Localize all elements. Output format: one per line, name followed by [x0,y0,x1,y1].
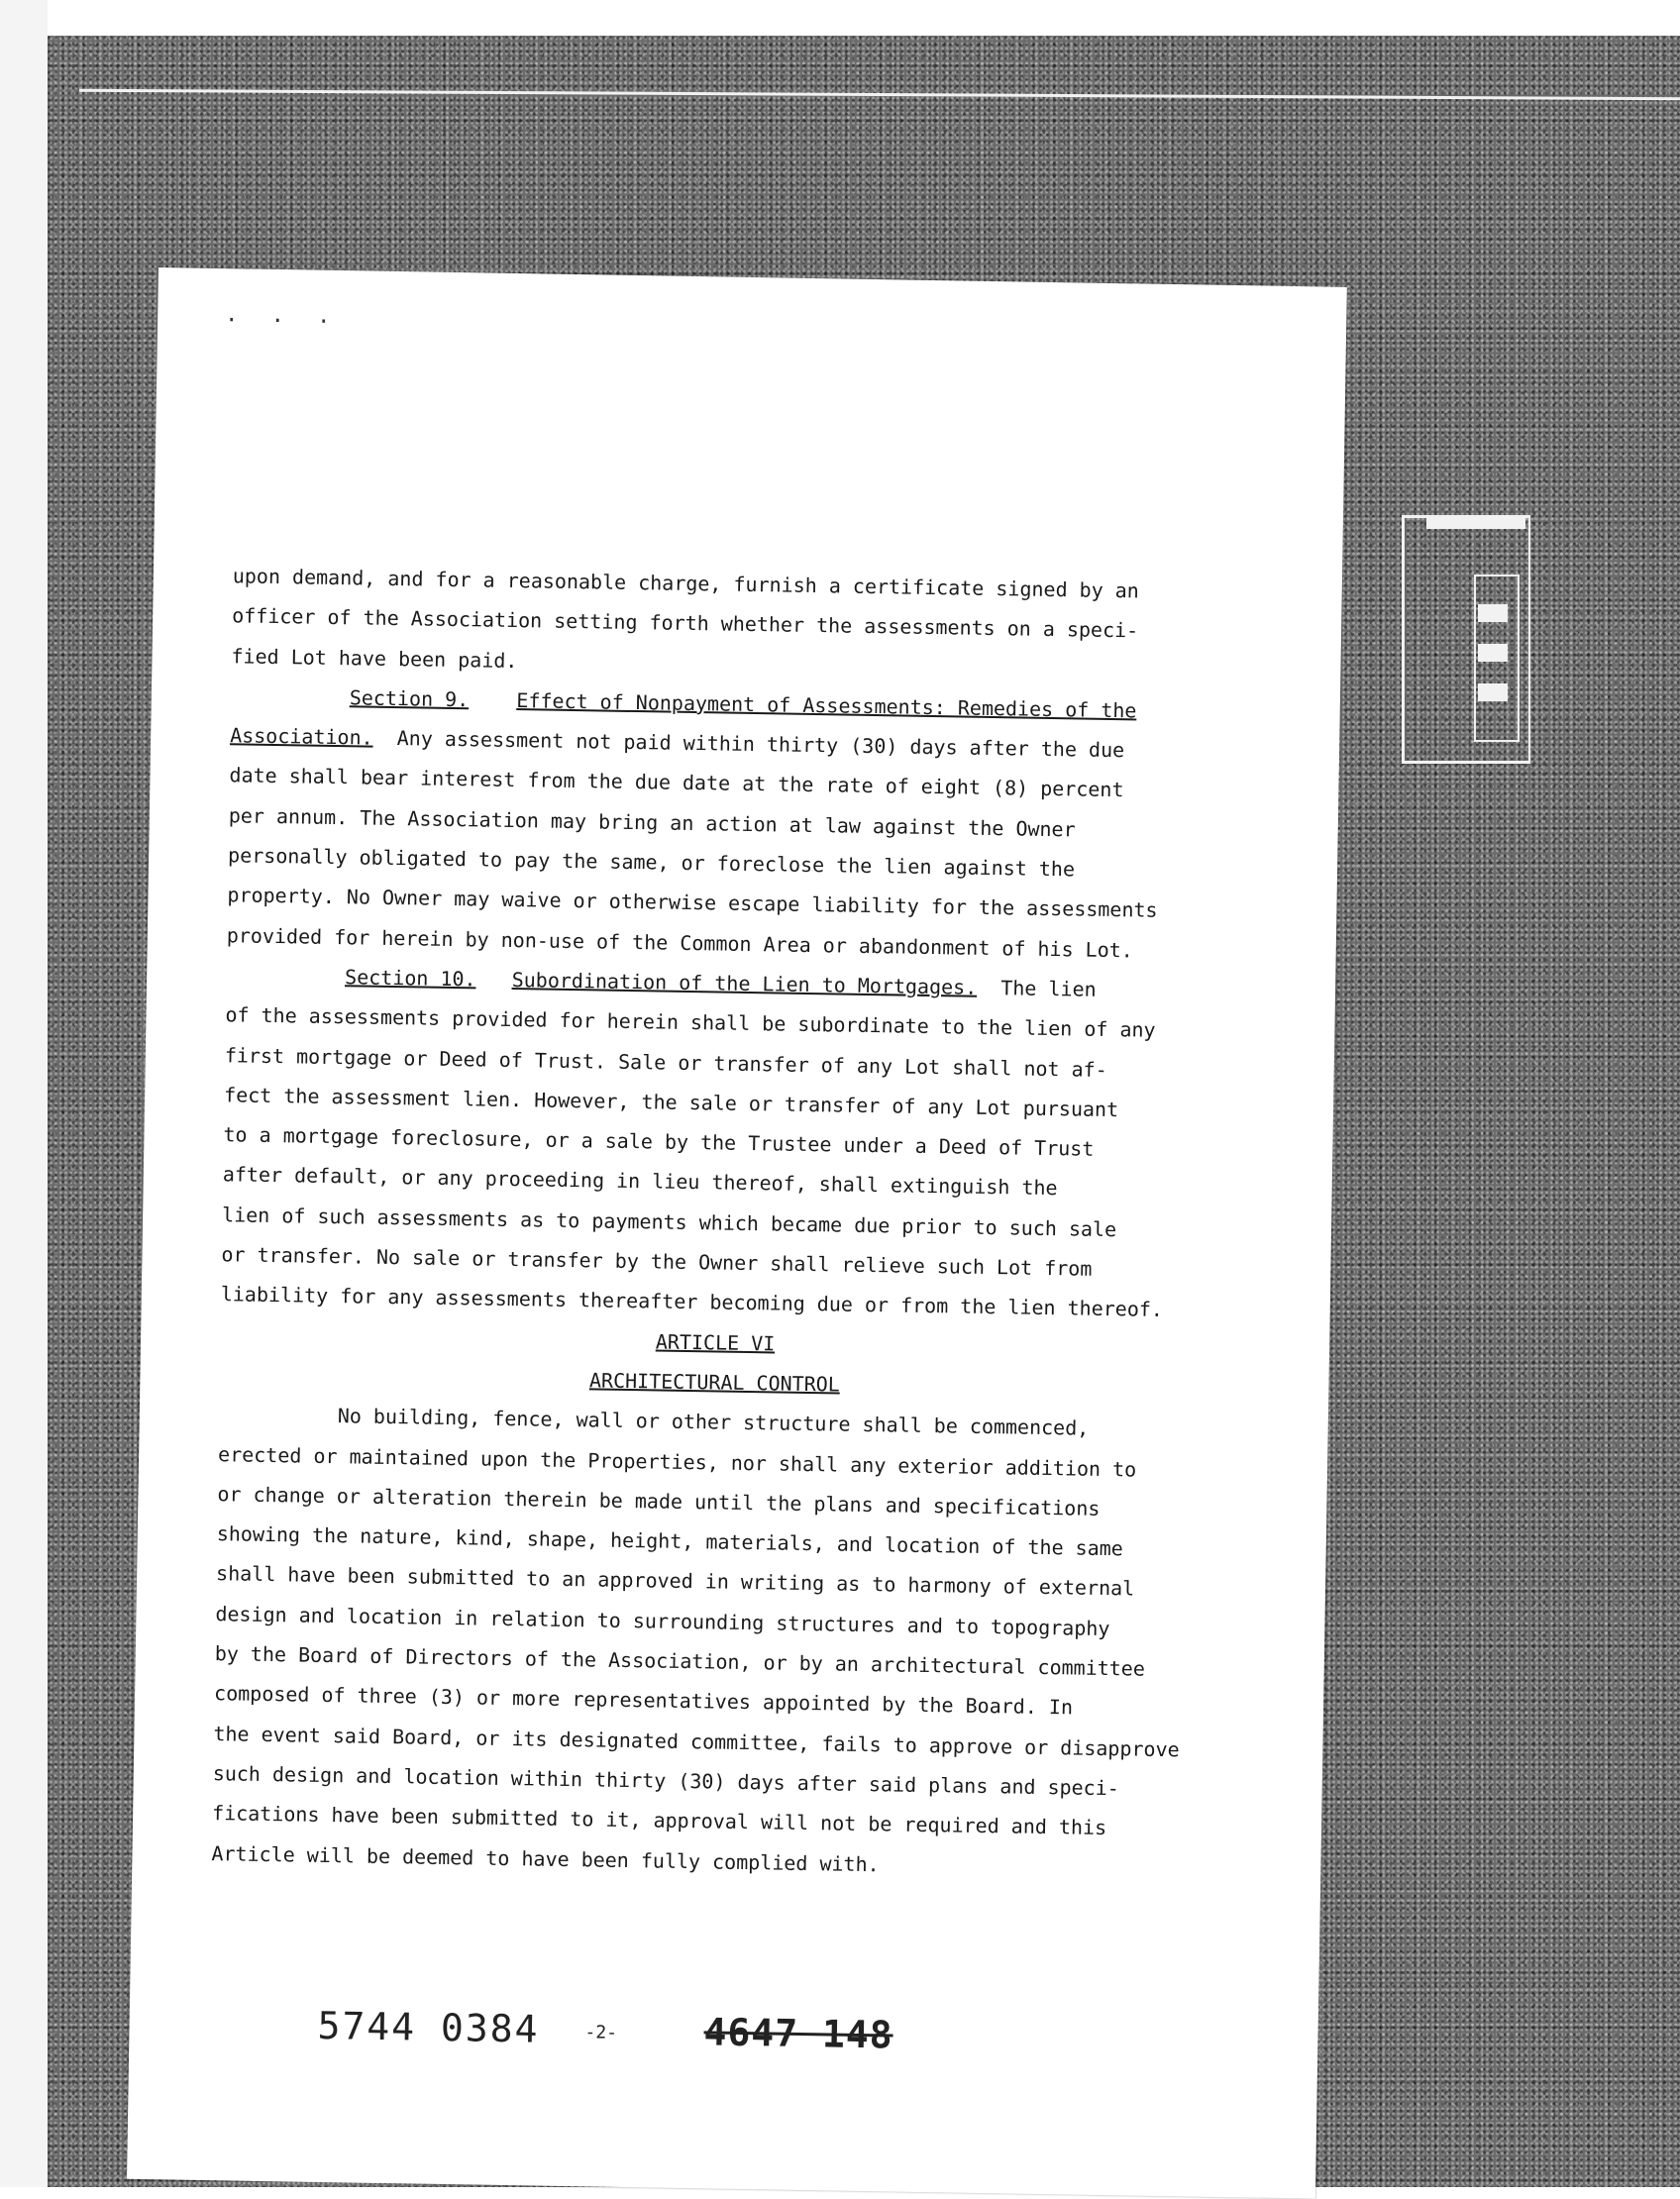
section-heading: Effect of Nonpayment of Assessments: Remedies of the [516,687,1137,723]
article-number: ARTICLE VI [655,1329,776,1356]
text-line: Article will be deemed to have been fully complied with. [211,1840,880,1876]
text-line: first mortgage or Deed of Trust. Sale or transfer of any Lot shall not af- [224,1042,1107,1082]
text-line: liability for any assessments thereafter becoming due or from the lien thereof. [220,1282,1164,1322]
text-line: personally obligated to pay the same, or foreclose the lien against the [227,843,1076,882]
text-line: to a mortgage foreclosure, or a sale by the Trustee under a Deed of Trust [223,1122,1095,1161]
text-line: fications have been submitted to it, approval will not be required and this [211,1801,1107,1840]
article-body [211,1394,1209,1889]
text-line: such design and location within thirty (30) days after said plans and speci- [212,1761,1120,1801]
text-line: provided for herein by non-use of the Common Area or abandonment of his Lot. [226,922,1134,963]
text-line: composed of three (3) or more representatives appointed by the Board. In [213,1681,1074,1720]
text-line: after default, or any proceeding in lieu thereof, shall extinguish the [222,1162,1058,1201]
text-line: erected or maintained upon the Properties, nor shall any exterior addition to [217,1441,1137,1482]
scan-margin [0,0,48,2187]
stamp-mark [1478,604,1508,622]
text-line: or transfer. No sale or transfer by the Owner shall relieve such Lot from [221,1242,1093,1281]
paragraph-carryover [231,556,1223,691]
text-line: fect the assessment lien. However, the sale or transfer of any Lot pursuant [223,1083,1119,1122]
text-line: the event said Board, or its designated committee, fails to approve or disapprove [213,1721,1180,1761]
text-line: of the assessments provided for herein shall be subordinate to the lien of any [225,1002,1156,1043]
text-line: fied Lot have been paid. [231,643,518,673]
section-heading-cont: Association. [229,723,373,750]
text-line: property. No Owner may waive or otherwise escape liability for the assessments [227,883,1158,923]
text-line: design and location in relation to surrounding structures and to topography [215,1601,1110,1640]
text-line: upon demand, and for a reasonable charge, furnish a certificate signed by an [232,564,1140,603]
page-footer [317,2003,1110,2057]
section-label: Section 9. [349,685,470,712]
document-body [211,556,1223,1889]
stamp-mark [1478,644,1508,662]
stamp-mark [1478,683,1508,701]
text-line: shall have been submitted to an approved in writing as to harmony of external [215,1561,1135,1601]
text-line: per annum. The Association may bring an action at law against the Owner [228,803,1076,842]
text-line: No building, fence, wall or other structure shall be commenced, [337,1404,1090,1440]
section-9 [226,676,1221,972]
text-line: Any assessment not paid within thirty (30) days after the due [396,726,1125,763]
book-page-number: 4647 148 [703,2010,893,2057]
scan-specks: · · · [224,308,341,336]
article-title: ARCHITECTURAL CONTROL [588,1368,841,1397]
text-line: or change or alteration therein be made until the plans and specifications [217,1481,1101,1520]
document-page [127,267,1347,2199]
text-line: officer of the Association setting forth whether the assessments on a speci- [231,603,1139,643]
text-line: date shall bear interest from the due date at the rate of eight (8) percent [229,763,1124,802]
section-label: Section 10. [344,965,476,992]
section-heading: Subordination of the Lien to Mortgages. [511,967,978,999]
section-10 [220,955,1216,1330]
text-line: showing the nature, kind, shape, height, materials, and location of the same [216,1521,1124,1561]
recording-number: 5744 0384 [317,2003,540,2051]
text-line: by the Board of Directors of the Association, or by an architectural committee [214,1641,1146,1681]
text-line: The lien [1000,976,1097,1001]
text-line: lien of such assessments as to payments which became due prior to such sale [221,1202,1117,1241]
page-number: -2- [584,2022,618,2043]
